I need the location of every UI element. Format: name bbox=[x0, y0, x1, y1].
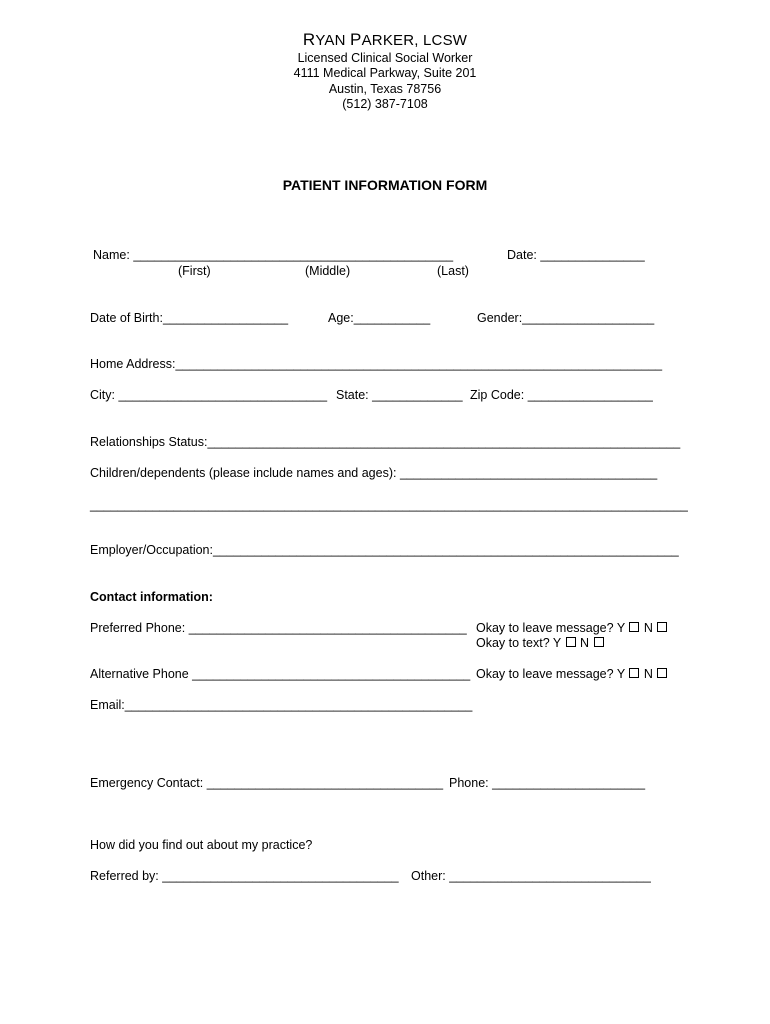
yes-checkbox[interactable] bbox=[629, 622, 639, 632]
age-field[interactable] bbox=[328, 311, 430, 325]
preferred-phone-label: Preferred Phone: bbox=[90, 621, 186, 635]
employer-field[interactable] bbox=[90, 543, 679, 557]
no-checkbox[interactable] bbox=[657, 622, 667, 632]
preferred-phone-field[interactable] bbox=[90, 621, 467, 635]
zip-blank[interactable]: __________________ bbox=[527, 388, 653, 402]
referred-blank[interactable]: __________________________________ bbox=[162, 869, 399, 883]
emergency-blank[interactable]: __________________________________ bbox=[206, 776, 444, 790]
other-blank[interactable]: _____________________________ bbox=[449, 869, 651, 883]
emergency-contact-field[interactable] bbox=[90, 776, 443, 790]
email-label: Email: bbox=[90, 698, 125, 712]
home-address-field[interactable] bbox=[90, 357, 662, 371]
emergency-phone-label: Phone: bbox=[449, 776, 489, 790]
state-blank[interactable]: _____________ bbox=[372, 388, 463, 402]
city-label: City: bbox=[90, 388, 115, 402]
children-label: Children/dependents (please include names and ages): bbox=[90, 466, 397, 480]
form-title: PATIENT INFORMATION FORM bbox=[282, 177, 488, 193]
date-label: Date: bbox=[507, 248, 537, 262]
practitioner-title: Licensed Clinical Social Worker bbox=[297, 51, 473, 65]
practice-phone: (512) 387-7108 bbox=[342, 97, 428, 111]
state-field[interactable] bbox=[336, 388, 463, 402]
employer-label: Employer/Occupation: bbox=[90, 543, 213, 557]
no-label: N bbox=[643, 621, 653, 635]
home-address-label: Home Address: bbox=[90, 357, 176, 371]
no-checkbox[interactable] bbox=[657, 668, 667, 678]
name-last-caption: (Last) bbox=[437, 264, 469, 278]
yes-checkbox[interactable] bbox=[629, 668, 639, 678]
employer-blank[interactable]: ___________________________________________________________________ bbox=[212, 543, 679, 557]
address-line-2: Austin, Texas 78756 bbox=[328, 82, 442, 96]
other-label: Other: bbox=[411, 869, 446, 883]
no-label: N bbox=[580, 636, 590, 650]
emergency-phone-blank[interactable]: ______________________ bbox=[492, 776, 646, 790]
name-field[interactable] bbox=[93, 248, 453, 262]
name-first-caption: (First) bbox=[178, 264, 211, 278]
relationship-blank[interactable]: ____________________________________________________________________ bbox=[207, 435, 681, 449]
zip-field[interactable] bbox=[470, 388, 653, 402]
alt-phone-blank[interactable]: ________________________________________ bbox=[192, 667, 471, 681]
okay-to-text-option bbox=[476, 636, 605, 650]
alt-phone-label: Alternative Phone bbox=[90, 667, 189, 681]
referred-by-field[interactable] bbox=[90, 869, 399, 883]
email-field[interactable] bbox=[90, 698, 472, 712]
alt-phone-field[interactable] bbox=[90, 667, 470, 681]
zip-label: Zip Code: bbox=[470, 388, 525, 402]
name-blank[interactable]: ______________________________________________ bbox=[133, 248, 454, 262]
emergency-label: Emergency Contact: bbox=[90, 776, 204, 790]
dob-blank[interactable]: __________________ bbox=[162, 311, 289, 325]
yes-label: Y bbox=[616, 621, 625, 635]
find-out-question: How did you find out about my practice? bbox=[90, 838, 313, 852]
city-field[interactable] bbox=[90, 388, 327, 402]
city-blank[interactable]: ______________________________ bbox=[118, 388, 328, 402]
address-line-1: 4111 Medical Parkway, Suite 201 bbox=[293, 66, 477, 80]
email-blank[interactable]: __________________________________________________ bbox=[124, 698, 473, 712]
children-field[interactable] bbox=[90, 466, 657, 480]
preferred-leave-message-option bbox=[476, 621, 668, 635]
alt-leave-message-option bbox=[476, 667, 668, 681]
yes-checkbox[interactable] bbox=[566, 637, 576, 647]
leave-message-label: Okay to leave message? bbox=[476, 621, 614, 635]
dob-label: Date of Birth: bbox=[90, 311, 163, 325]
date-blank[interactable]: _______________ bbox=[540, 248, 645, 262]
other-field[interactable] bbox=[411, 869, 651, 883]
contact-info-heading: Contact information: bbox=[90, 590, 213, 604]
practitioner-name: RYAN PARKER, LCSW bbox=[302, 30, 468, 49]
relationship-field[interactable] bbox=[90, 435, 680, 449]
children-blank-line-2[interactable]: ______________________________________________________________________________________ bbox=[90, 498, 688, 512]
yes-label: Y bbox=[616, 667, 625, 681]
emergency-phone-field[interactable] bbox=[449, 776, 645, 790]
gender-blank[interactable]: ___________________ bbox=[522, 311, 655, 325]
name-middle-caption: (Middle) bbox=[305, 264, 351, 278]
preferred-phone-blank[interactable]: ________________________________________ bbox=[188, 621, 467, 635]
name-label: Name: bbox=[93, 248, 130, 262]
gender-field[interactable] bbox=[477, 311, 654, 325]
okay-text-label: Okay to text? bbox=[476, 636, 550, 650]
no-checkbox[interactable] bbox=[594, 637, 604, 647]
age-label: Age: bbox=[328, 311, 354, 325]
home-address-blank[interactable]: ______________________________________________________________________ bbox=[175, 357, 663, 371]
relationship-label: Relationships Status: bbox=[90, 435, 208, 449]
state-label: State: bbox=[336, 388, 369, 402]
yes-label: Y bbox=[552, 636, 562, 650]
age-blank[interactable]: ___________ bbox=[353, 311, 431, 325]
children-blank[interactable]: _____________________________________ bbox=[399, 466, 658, 480]
gender-label: Gender: bbox=[477, 311, 523, 325]
referred-label: Referred by: bbox=[90, 869, 159, 883]
no-label: N bbox=[643, 667, 653, 681]
dob-field[interactable] bbox=[90, 311, 288, 325]
leave-message-label: Okay to leave message? bbox=[476, 667, 614, 681]
date-field[interactable] bbox=[507, 248, 645, 262]
